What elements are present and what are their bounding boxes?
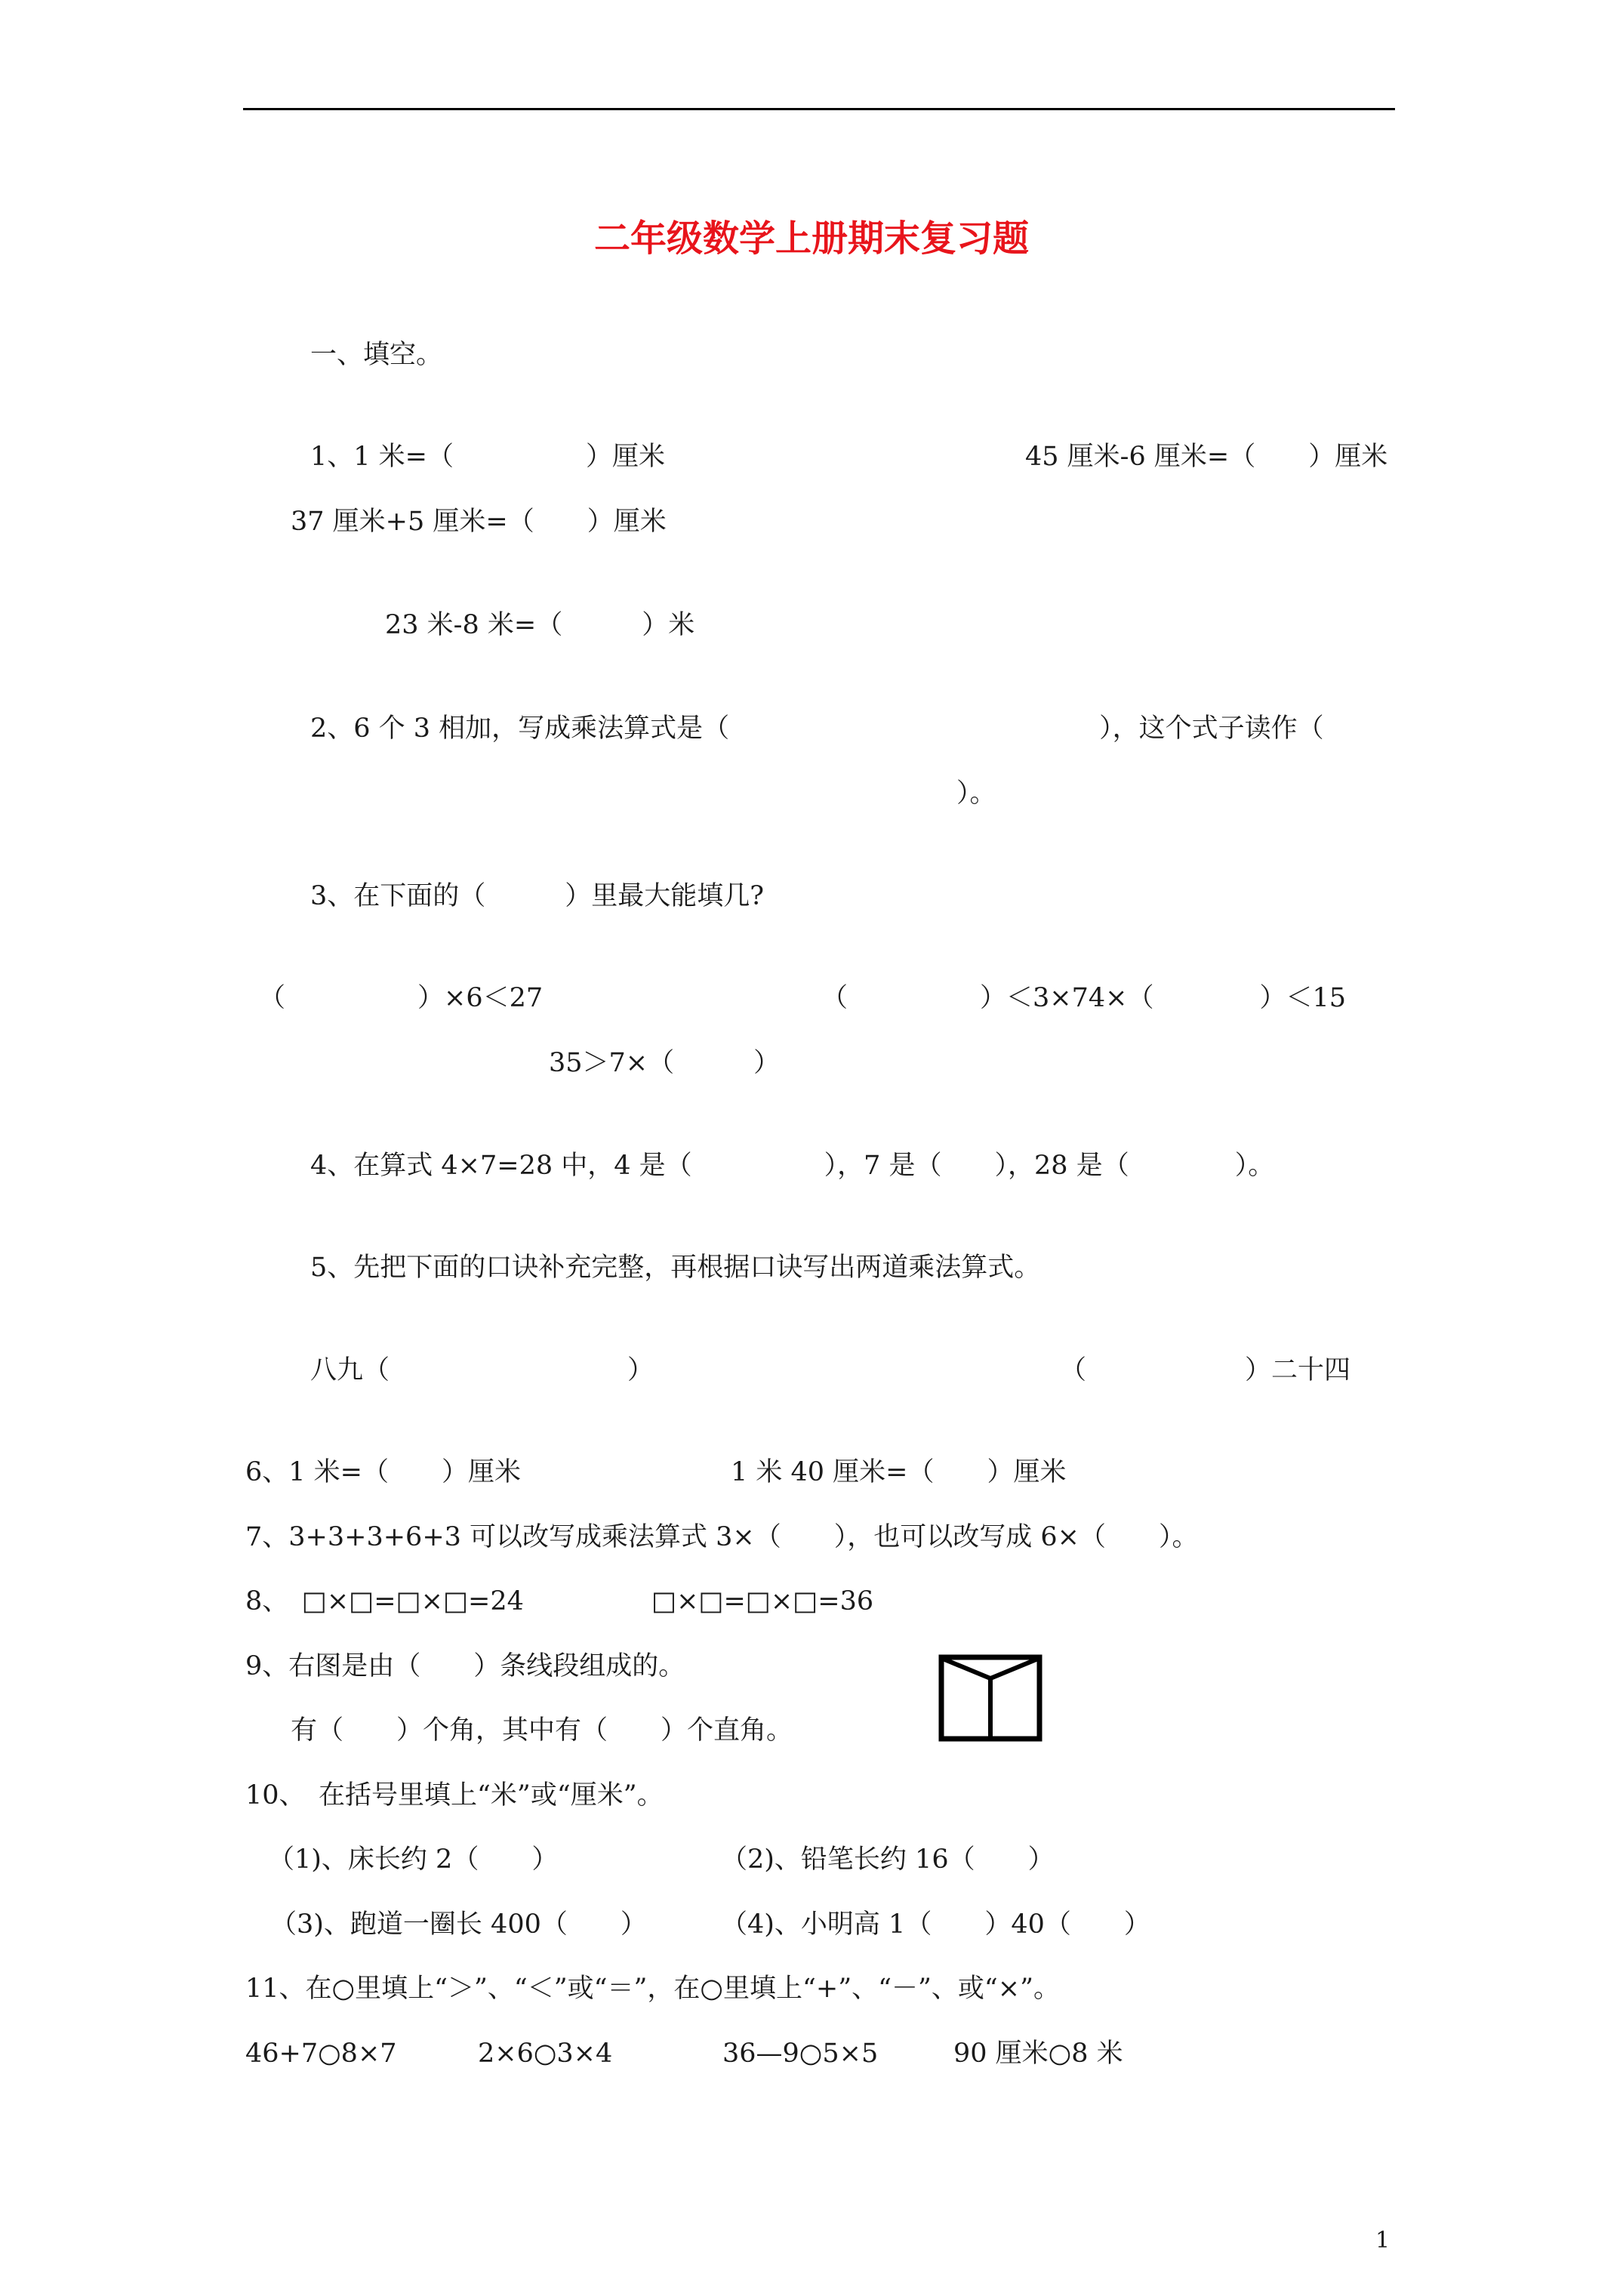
header-rule [243, 108, 1395, 110]
q6-part-a: 6、1 米=（ ）厘米 [245, 1457, 521, 1487]
q9-line-2: 有（ ）个角，其中有（ ）个直角。 [291, 1715, 793, 1746]
q3-prompt: 3、在下面的（ ）里最大能填几? [310, 881, 765, 911]
q2-line-2: ）。 [956, 778, 996, 809]
section-heading: 一、填空。 [310, 340, 443, 370]
q9-line-1: 9、右图是由（ ）条线段组成的。 [245, 1651, 685, 1681]
page-number: 1 [1375, 2227, 1390, 2254]
q3-item-3: 35＞7×（ ） [549, 1048, 781, 1078]
q1-part-c: 37 厘米+5 厘米=（ ）厘米 [291, 507, 667, 537]
q10-item-2: （2)、铅笔长约 16（ ） [721, 1845, 1055, 1875]
q8-part-b: □×□=□×□=36 [651, 1586, 874, 1616]
q5-prompt: 5、先把下面的口诀补充完整，再根据口诀写出两道乘法算式。 [310, 1253, 1041, 1283]
q3-item-1: （ ）×6＜27 [259, 983, 544, 1013]
q11-prompt: 11、在○里填上“＞”、“＜”或“＝”，在○里填上“+”、“－”、或“×”。 [245, 1974, 1060, 2004]
q5-item-2: （ ）二十四 [1060, 1355, 1351, 1385]
q2-line-1: 2、6 个 3 相加，写成乘法算式是（ ），这个式子读作（ [310, 713, 1324, 744]
q4-text: 4、在算式 4×7=28 中，4 是（ ），7 是（ ），28 是（ ）。 [310, 1151, 1275, 1181]
q8-part-a: 8、 □×□=□×□=24 [245, 1586, 524, 1616]
q1-part-a: 1、1 米=（ ）厘米 [310, 442, 665, 472]
q1-part-d: 23 米-8 米=（ ）米 [385, 610, 695, 640]
q5-item-1: 八九（ ） [310, 1355, 654, 1385]
q11-item-2: 2×6○3×4 [478, 2039, 613, 2069]
document-title: 二年级数学上册期末复习题 [593, 217, 1029, 260]
q10-item-4: （4)、小明高 1（ ）40（ ） [721, 1909, 1150, 1940]
q6-part-b: 1 米 40 厘米=（ ）厘米 [731, 1457, 1067, 1487]
q10-prompt: 10、 在括号里填上“米”或“厘米”。 [245, 1780, 664, 1811]
q10-item-3: （3)、跑道一圈长 400（ ） [270, 1909, 647, 1940]
q11-item-1: 46+7○8×7 [245, 2039, 397, 2069]
q11-item-4: 90 厘米○8 米 [953, 2039, 1123, 2069]
q1-part-b: 45 厘米-6 厘米=（ ）厘米 [1025, 442, 1388, 472]
line-segment-figure [938, 1654, 1042, 1742]
q7-text: 7、3+3+3+6+3 可以改写成乘法算式 3×（ ），也可以改写成 6×（ ）。 [245, 1522, 1199, 1552]
q3-item-2: （ ）＜3×74×（ ）＜15 [821, 983, 1346, 1013]
q11-item-3: 36—9○5×5 [722, 2039, 879, 2069]
q10-item-1: （1)、床长约 2（ ） [268, 1845, 559, 1875]
